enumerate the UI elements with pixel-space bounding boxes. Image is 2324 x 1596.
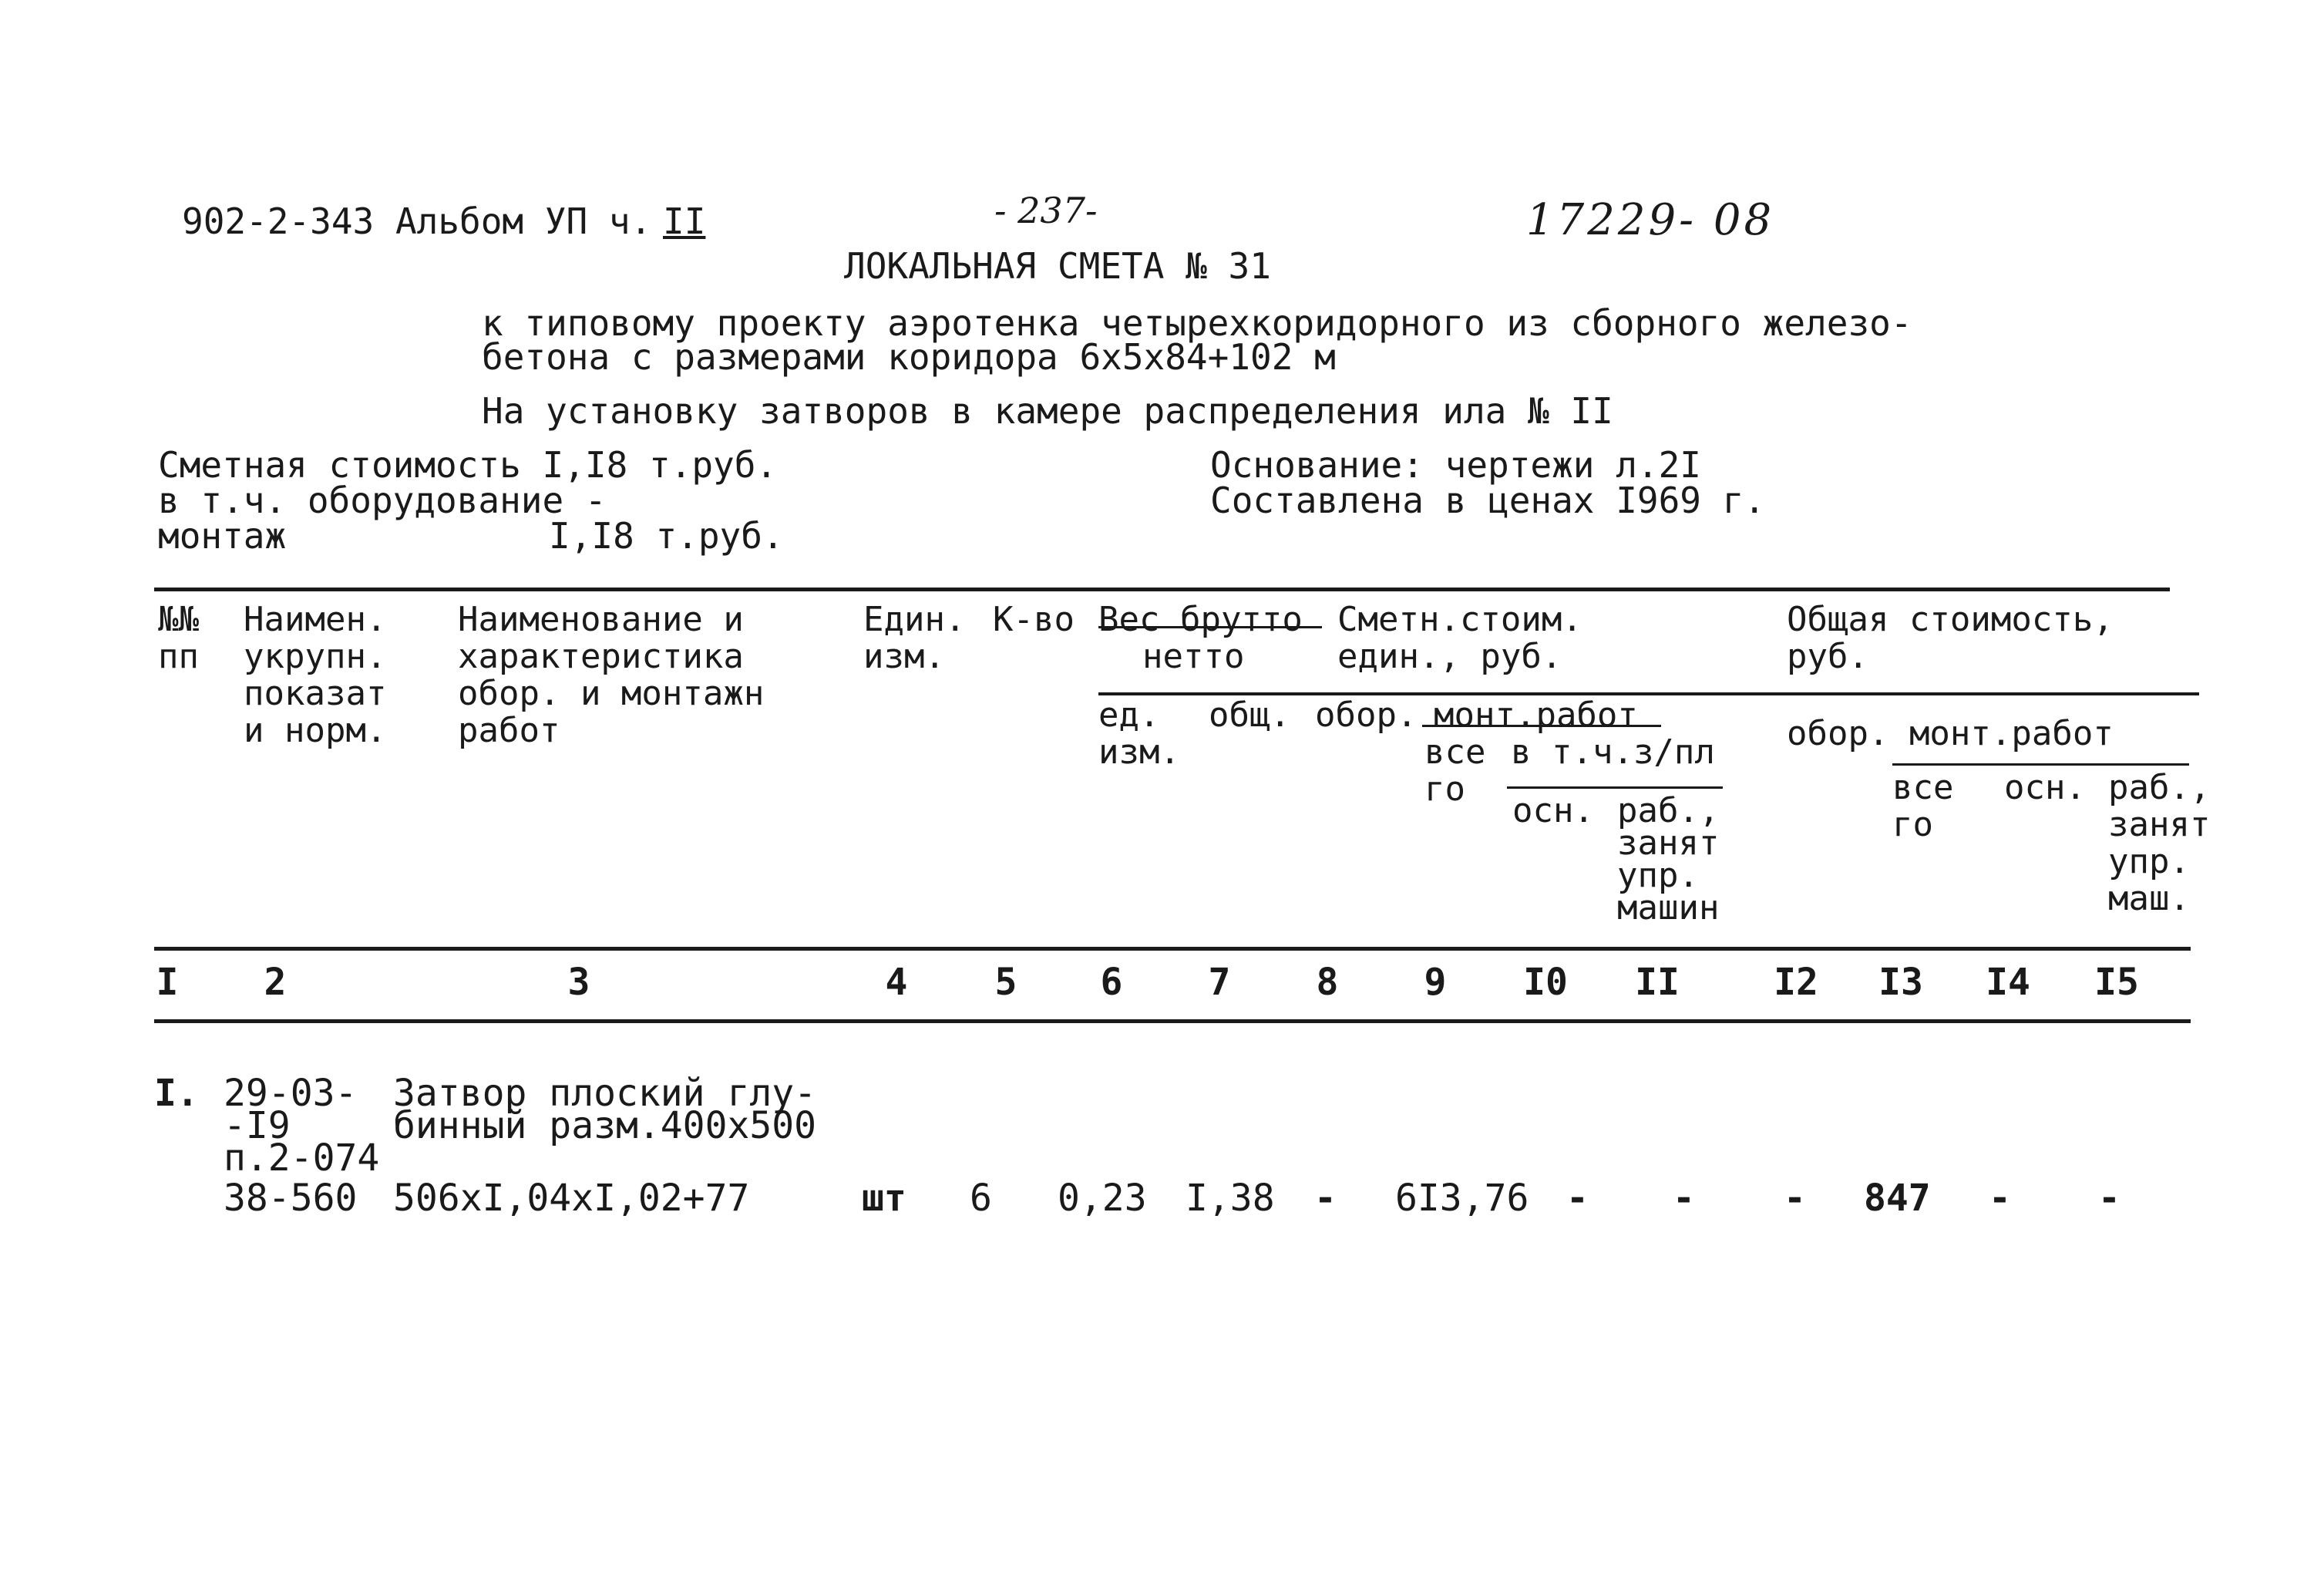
col-norm-header-3: показат xyxy=(244,674,387,713)
norm-code-line2: -I9 xyxy=(224,1104,291,1147)
unit-wage-header: осн. xyxy=(1512,791,1594,830)
total-mach-header-1: раб., xyxy=(2108,768,2211,807)
column-number-4: 4 xyxy=(885,961,908,1004)
unit-equipment-header: обор. xyxy=(1315,695,1418,735)
col-qty-header: К-во xyxy=(993,600,1075,639)
page-number: - 237- xyxy=(994,190,1098,231)
item-quantity: 6 xyxy=(970,1177,992,1220)
unit-mach-header-3: упр. xyxy=(1617,856,1699,895)
column-number-2: 2 xyxy=(264,961,287,1004)
weight-total-header: общ. xyxy=(1209,695,1290,735)
estimate-title: ЛОКАЛЬНАЯ СМЕТА № 31 xyxy=(844,245,1271,287)
item-total-equipment: - xyxy=(1784,1177,1806,1220)
part-number: II xyxy=(663,200,706,242)
item-formula: 506хI,04хI,02+77 xyxy=(393,1177,750,1220)
total-mont-header-2: го xyxy=(1892,805,1933,844)
item-name-line1: Затвор плоский глу- xyxy=(393,1072,817,1115)
column-number-3: 3 xyxy=(567,961,590,1004)
col-unit-header-1: Един. xyxy=(863,600,966,639)
column-number-10: I0 xyxy=(1523,961,1568,1004)
total-mach-header-4: маш. xyxy=(2108,879,2190,918)
col-index-header-2: пп xyxy=(158,637,199,676)
column-number-11: II xyxy=(1635,961,1680,1004)
column-number-15: I5 xyxy=(2094,961,2139,1004)
table-top-rule xyxy=(154,588,2170,591)
col-index-header-1: №№ xyxy=(158,600,199,639)
column-number-14: I4 xyxy=(1986,961,2030,1004)
item-weight-total: I,38 xyxy=(1186,1177,1275,1220)
weight-unit-header-1: ед. xyxy=(1098,695,1160,735)
column-number-8: 8 xyxy=(1316,961,1339,1004)
basis-drawings: Основание: чертежи л.2I xyxy=(1210,444,1701,486)
estimated-cost: Сметная стоимость I,I8 т.руб. xyxy=(158,444,778,486)
item-unit-equipment: - xyxy=(1314,1177,1337,1220)
col-norm-header-1: Наимен. xyxy=(244,600,387,639)
total-mont-rule xyxy=(1892,763,2189,766)
weight-net-header: нетто xyxy=(1142,637,1245,676)
col-unit-header-2: изм. xyxy=(863,637,945,676)
unit-mach-header-1: раб., xyxy=(1617,791,1720,830)
weight-gross-header: Вес брутто xyxy=(1098,600,1303,639)
document-code: 902-2-343 Альбом УП ч. xyxy=(182,200,652,242)
column-number-1: I xyxy=(156,961,179,1004)
unit-cost-header-2: един., руб. xyxy=(1337,637,1562,676)
installation-label: монтаж xyxy=(158,515,287,557)
norm-code-line4: 38-560 xyxy=(224,1177,358,1220)
price-year: Составлена в ценах I969 г. xyxy=(1210,480,1766,521)
wage-rule xyxy=(1507,786,1723,789)
unit-cost-header-1: Сметн.стоим. xyxy=(1337,600,1582,639)
item-weight-unit: 0,23 xyxy=(1058,1177,1147,1220)
estimate-purpose: На установку затворов в камере распределения ила № II xyxy=(482,390,1613,432)
total-mont-header-1: все xyxy=(1892,768,1954,807)
norm-code-line3: п.2-074 xyxy=(224,1136,380,1180)
col-name-header-1: Наименование и xyxy=(458,600,744,639)
weight-unit-header-2: изм. xyxy=(1098,732,1180,772)
header-bottom-rule xyxy=(154,947,2191,951)
item-total-mach: - xyxy=(2098,1177,2121,1220)
column-numbers-rule xyxy=(154,1019,2191,1023)
equipment-cost: в т.ч. оборудование - xyxy=(158,480,607,521)
item-unit: шт xyxy=(862,1177,906,1220)
unit-mach-header-2: занят xyxy=(1617,823,1720,863)
project-description-line2: бетона с размерами коридора 6х5х84+102 м xyxy=(482,336,1336,378)
item-total-wage: - xyxy=(1989,1177,2011,1220)
unit-wage-group-header: в т.ч.з/пл xyxy=(1511,732,1715,772)
total-mach-header-2: занят xyxy=(2108,805,2211,844)
column-number-12: I2 xyxy=(1774,961,1818,1004)
unit-mont-total-header-1: все xyxy=(1424,732,1486,772)
project-description-line1: к типовому проекту аэротенка четырехкоридорного из сборного железо- xyxy=(482,302,1912,344)
col-name-header-4: работ xyxy=(458,711,560,750)
norm-code-line1: 29-03- xyxy=(224,1072,358,1115)
col-name-header-3: обор. и монтажн xyxy=(458,674,765,713)
item-total-mont: 847 xyxy=(1864,1177,1931,1220)
column-number-6: 6 xyxy=(1100,961,1123,1004)
total-cost-header-2: руб. xyxy=(1787,637,1868,676)
total-equipment-mont-header: обор. монт.работ xyxy=(1787,714,2114,753)
column-number-7: 7 xyxy=(1208,961,1231,1004)
unit-mont-total-header-2: го xyxy=(1424,769,1465,809)
column-number-13: I3 xyxy=(1878,961,1923,1004)
col-name-header-2: характеристика xyxy=(458,637,744,676)
col-norm-header-2: укрупн. xyxy=(244,637,387,676)
column-number-5: 5 xyxy=(994,961,1017,1004)
item-name-line2: бинный разм.400х500 xyxy=(393,1104,817,1147)
archive-number: 17229- 08 xyxy=(1526,195,1775,245)
item-unit-mont-total: 6I3,76 xyxy=(1395,1177,1529,1220)
unit-mach-header-4: машин xyxy=(1617,888,1720,928)
unit-mont-header: монт.работ xyxy=(1434,695,1638,735)
total-mach-header-3: упр. xyxy=(2108,842,2190,881)
total-cost-header-1: Общая стоимость, xyxy=(1787,600,2114,639)
total-wage-header: осн. xyxy=(2004,768,2086,807)
item-unit-wage: - xyxy=(1566,1177,1589,1220)
installation-cost: I,I8 т.руб. xyxy=(549,515,784,557)
row-number: I. xyxy=(154,1072,199,1115)
item-unit-mach: - xyxy=(1673,1177,1695,1220)
column-number-9: 9 xyxy=(1424,961,1447,1004)
col-norm-header-4: и норм. xyxy=(244,711,387,750)
